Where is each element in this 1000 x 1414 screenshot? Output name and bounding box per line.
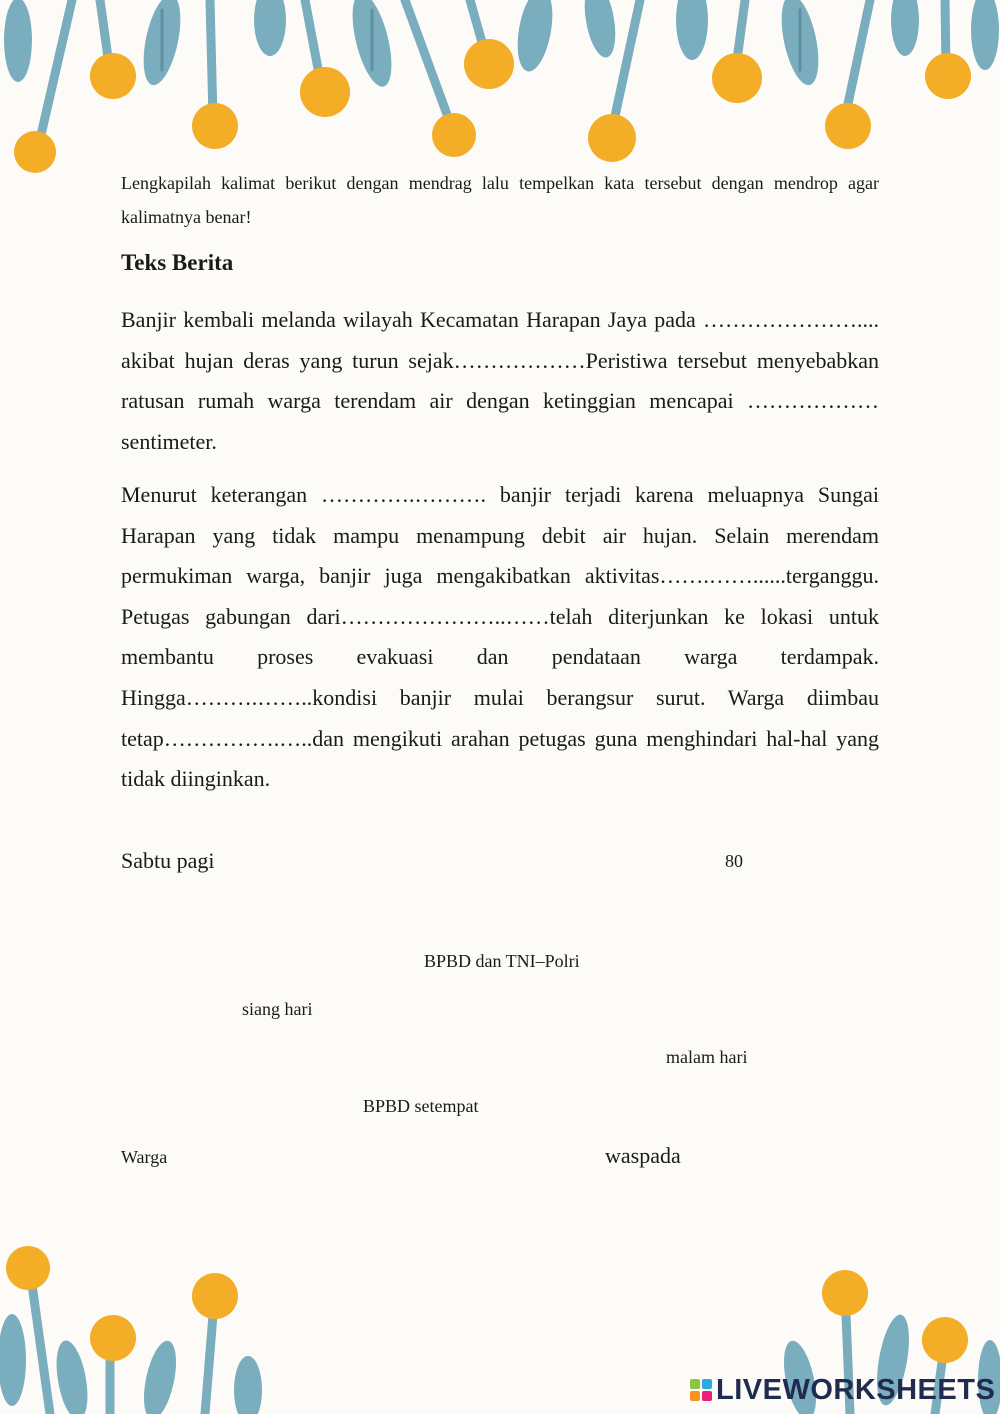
drag-option-waspada[interactable]: waspada xyxy=(605,1143,681,1168)
drag-option-bpbd-setempat[interactable]: BPBD setempat xyxy=(363,1096,479,1116)
liveworksheets-logo xyxy=(690,1372,995,1408)
drag-option-sabtu-pagi[interactable]: Sabtu pagi xyxy=(121,848,215,873)
page-title: Teks Berita xyxy=(121,250,234,275)
drag-option-siang-hari[interactable]: siang hari xyxy=(242,999,313,1019)
drag-option-warga[interactable]: Warga xyxy=(121,1147,168,1167)
drag-option-80[interactable]: 80 xyxy=(725,851,743,871)
liveworksheets-mark-icon xyxy=(690,1379,712,1401)
paragraph-2: Menurut keterangan ………….………. banjir terjadi karena meluapnya Sungai Harapan yang tidak mampu menampung debit air hujan. Selain merendam permukiman warga, banjir juga mengakibatkan aktivitas…….……......terganggu. Petugas gabungan dari…………………..……telah diterjunkan ke lokasi untuk membantu proses evakuasi dan pendataan warga terdampak. Hingga……….……..kondisi banjir mulai berangsur surut. Warga diimbau tetap…………….…..dan mengikuti arahan petugas guna menghindari hal-hal yang tidak diinginkan. xyxy=(121,482,879,792)
paragraph-1: Banjir kembali melanda wilayah Kecamatan Harapan Jaya pada ………………….... akibat hujan deras yang turun sejak………………Peristiwa tersebut menyebabkan ratusan rumah warga terendam air dengan ketinggian mencapai ………………sentimeter. xyxy=(121,307,879,454)
brand-name: LIVEWORKSHEETS xyxy=(716,1373,996,1406)
top-floral-decoration xyxy=(0,0,1000,180)
drag-option-malam-hari[interactable]: malam hari xyxy=(666,1047,748,1067)
instruction-text: Lengkapilah kalimat berikut dengan mendrag lalu tempelkan kata tersebut dengan mendrop agar kalimatnya benar! xyxy=(121,173,879,227)
drag-option-bpbd-tni-polri[interactable]: BPBD dan TNI–Polri xyxy=(424,951,580,971)
